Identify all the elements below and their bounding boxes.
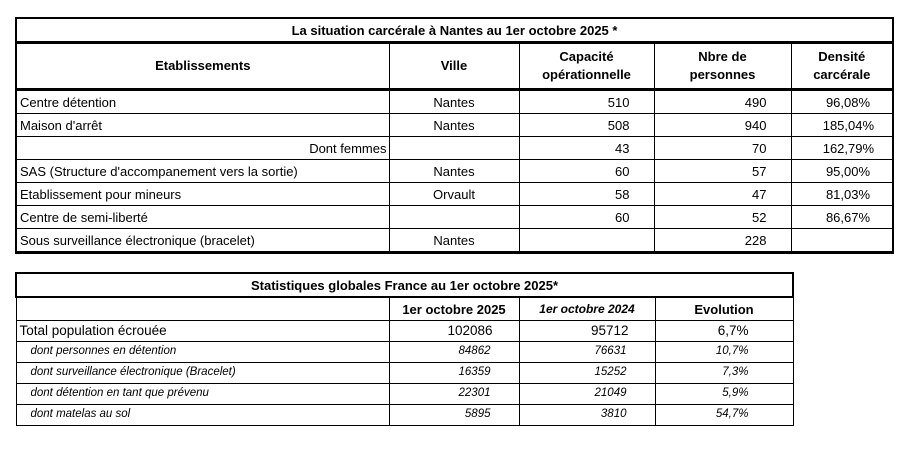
table-row: [16, 137, 893, 160]
stat-label: dont personnes en détention: [16, 342, 389, 363]
capacite-cell: 43: [519, 137, 654, 160]
densite-cell: 86,67%: [791, 206, 893, 229]
table-row: [16, 206, 893, 229]
table-row: [16, 405, 793, 426]
etablissement-name: Dont femmes: [16, 137, 389, 160]
table-row: [16, 342, 793, 363]
table-row: [16, 160, 893, 183]
nantes-table-title: La situation carcérale à Nantes au 1er octobre 2025 *: [16, 18, 893, 43]
nantes-table-header: [16, 43, 893, 90]
header-2024: 1er octobre 2024: [519, 297, 655, 321]
ville-cell: [389, 206, 519, 229]
header-2025: 1er octobre 2025: [389, 297, 519, 321]
france-table-header: [16, 297, 793, 321]
stat-2025: 22301: [389, 384, 519, 405]
personnes-cell: 490: [654, 90, 791, 114]
stat-label: dont surveillance électronique (Bracelet): [16, 363, 389, 384]
table-row: [16, 363, 793, 384]
table-row: [16, 321, 793, 342]
stat-2025: 16359: [389, 363, 519, 384]
stat-2025: 102086: [389, 321, 519, 342]
densite-cell: 162,79%: [791, 137, 893, 160]
table-row: [16, 183, 893, 206]
stat-2024: 95712: [519, 321, 655, 342]
personnes-cell: 228: [654, 229, 791, 253]
personnes-cell: 47: [654, 183, 791, 206]
capacite-cell: 58: [519, 183, 654, 206]
etablissement-name: Sous surveillance électronique (bracelet): [16, 229, 389, 253]
capacite-cell: 60: [519, 206, 654, 229]
ville-cell: Orvault: [389, 183, 519, 206]
stat-2024: 21049: [519, 384, 655, 405]
personnes-cell: 940: [654, 114, 791, 137]
header-evolution: Evolution: [655, 297, 793, 321]
stat-evolution: 10,7%: [655, 342, 793, 363]
header-blank: [16, 297, 389, 321]
capacite-cell: 510: [519, 90, 654, 114]
table-row: [16, 90, 893, 114]
stat-evolution: 6,7%: [655, 321, 793, 342]
ville-cell: Nantes: [389, 160, 519, 183]
ville-cell: Nantes: [389, 229, 519, 253]
header-nbre-personnes: Nbre de personnes: [654, 43, 791, 90]
stat-2024: 76631: [519, 342, 655, 363]
personnes-cell: 57: [654, 160, 791, 183]
personnes-cell: 70: [654, 137, 791, 160]
capacite-cell: [519, 229, 654, 253]
etablissement-name: Maison d'arrêt: [16, 114, 389, 137]
personnes-cell: 52: [654, 206, 791, 229]
capacite-cell: 60: [519, 160, 654, 183]
stat-label: dont détention en tant que prévenu: [16, 384, 389, 405]
stat-2025: 5895: [389, 405, 519, 426]
capacite-cell: 508: [519, 114, 654, 137]
france-stats-table: [15, 272, 794, 426]
stat-label: dont matelas au sol: [16, 405, 389, 426]
stat-label: Total population écrouée: [16, 321, 389, 342]
stat-2025: 84862: [389, 342, 519, 363]
etablissement-name: SAS (Structure d'accompanement vers la sortie): [16, 160, 389, 183]
stat-2024: 3810: [519, 405, 655, 426]
etablissement-name: Centre détention: [16, 90, 389, 114]
ville-cell: Nantes: [389, 90, 519, 114]
france-table-title: Statistiques globales France au 1er octobre 2025*: [16, 273, 793, 297]
header-capacite: Capacité opérationnelle: [519, 43, 654, 90]
header-densite: Densité carcérale: [791, 43, 893, 90]
densite-cell: [791, 229, 893, 253]
stat-evolution: 7,3%: [655, 363, 793, 384]
ville-cell: [389, 137, 519, 160]
ville-cell: Nantes: [389, 114, 519, 137]
densite-cell: 95,00%: [791, 160, 893, 183]
etablissement-name: Centre de semi-liberté: [16, 206, 389, 229]
etablissement-name: Etablissement pour mineurs: [16, 183, 389, 206]
stat-evolution: 54,7%: [655, 405, 793, 426]
densite-cell: 185,04%: [791, 114, 893, 137]
table-row: [16, 114, 893, 137]
densite-cell: 81,03%: [791, 183, 893, 206]
densite-cell: 96,08%: [791, 90, 893, 114]
header-etablissements: Etablissements: [16, 43, 389, 90]
header-ville: Ville: [389, 43, 519, 90]
table-row: [16, 229, 893, 253]
stat-evolution: 5,9%: [655, 384, 793, 405]
table-row: [16, 384, 793, 405]
stat-2024: 15252: [519, 363, 655, 384]
nantes-prison-table: [15, 17, 894, 254]
